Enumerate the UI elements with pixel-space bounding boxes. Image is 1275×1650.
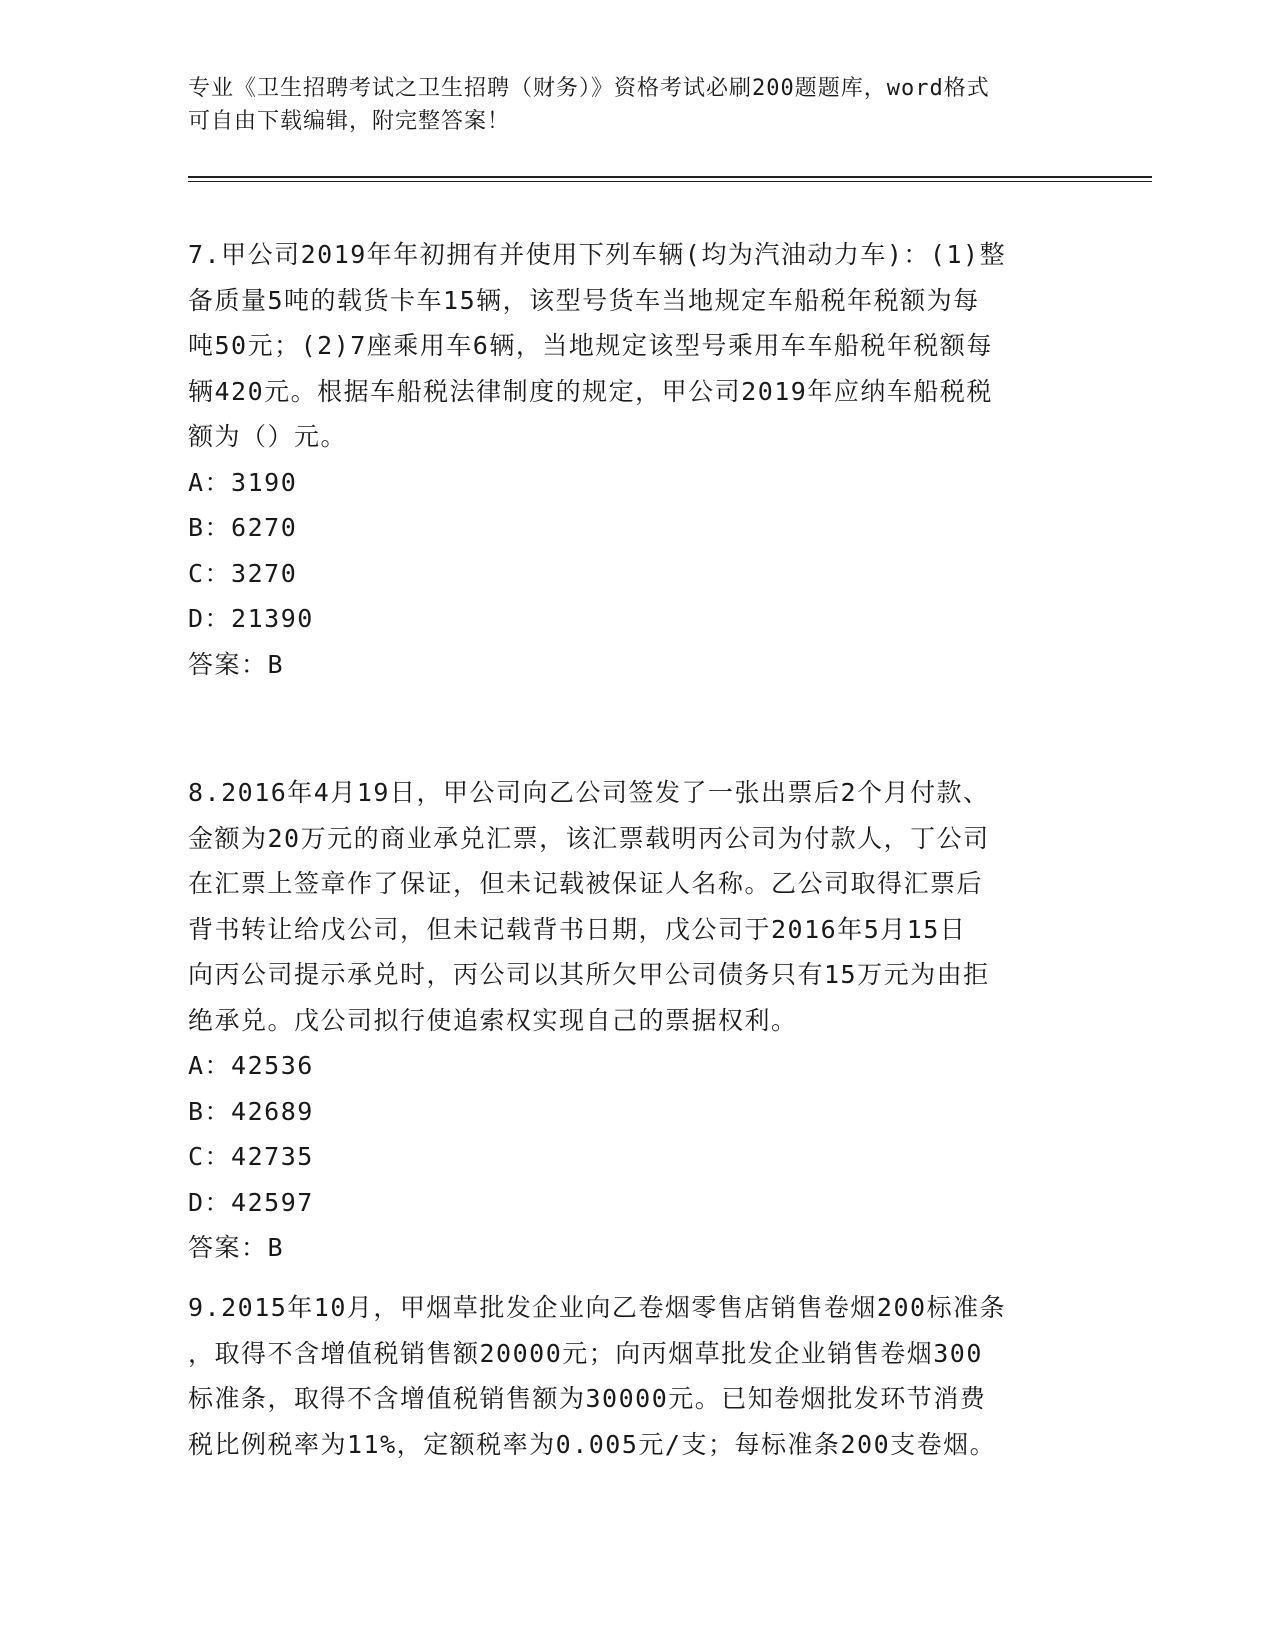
header-line-1: 专业《卫生招聘考试之卫生招聘（财务）》资格考试必刷200题题库，word格式 — [188, 76, 990, 101]
question-stem-line: 金额为20万元的商业承兑汇票，该汇票载明丙公司为付款人，丁公司 — [188, 823, 990, 853]
question-stem-line: 备质量5吨的载货卡车15辆，该型号货车当地规定车船税年税额为每 — [188, 285, 980, 315]
option-d: D：42597 — [188, 1187, 314, 1217]
option-b: B：6270 — [188, 513, 298, 542]
document-header — [188, 72, 1068, 138]
question-stem-line: 向丙公司提示承兑时，丙公司以其所欠甲公司债务只有15万元为由拒 — [188, 960, 990, 989]
option-b: B：42689 — [188, 1096, 314, 1126]
answer: 答案：B — [188, 1233, 285, 1262]
question-stem-line: 绝承兑。戊公司拟行使追索权实现自己的票据权利。 — [188, 1005, 798, 1035]
header-divider-thick — [188, 176, 1152, 178]
question-stem-line: 8.2016年4月19日，甲公司向乙公司签发了一张出票后2个月付款、 — [188, 778, 990, 807]
question-9 — [188, 1285, 1088, 1467]
question-stem-line: 7.甲公司2019年年初拥有并使用下列车辆(均为汽油动力车)：(1)整 — [188, 240, 1007, 269]
answer: 答案：B — [188, 649, 285, 679]
question-stem-line: 税比例税率为11%，定额税率为0.005元/支；每标准条200支卷烟。 — [188, 1429, 997, 1459]
question-stem-line: 吨50元；(2)7座乘用车6辆，当地规定该型号乘用车车船税年税额每 — [188, 331, 993, 360]
question-stem-line: 辆420元。根据车船税法律制度的规定，甲公司2019年应纳车船税税 — [188, 376, 993, 406]
option-d: D：21390 — [188, 604, 314, 633]
question-stem-line: 在汇票上签章作了保证，但未记载被保证人名称。乙公司取得汇票后 — [188, 869, 984, 898]
header-divider-thin — [188, 181, 1152, 182]
option-c: C：3270 — [188, 558, 298, 588]
question-stem-line: ，取得不含增值税销售额20000元；向丙烟草批发企业销售卷烟300 — [188, 1338, 983, 1368]
question-stem-line: 背书转让给戊公司，但未记载背书日期，戊公司于2016年5月15日 — [188, 914, 967, 944]
question-8 — [188, 770, 1088, 1271]
header-line-2: 可自由下载编辑，附完整答案！ — [188, 109, 511, 134]
question-stem-line: 额为（）元。 — [188, 422, 348, 451]
option-c: C：42735 — [188, 1142, 314, 1171]
option-a: A：42536 — [188, 1051, 314, 1080]
question-7 — [188, 232, 1088, 687]
option-a: A：3190 — [188, 467, 298, 497]
question-stem-line: 9.2015年10月，甲烟草批发企业向乙卷烟零售店销售卷烟200标准条 — [188, 1293, 1007, 1322]
question-stem-line: 标准条，取得不含增值税销售额为30000元。已知卷烟批发环节消费 — [188, 1384, 987, 1413]
